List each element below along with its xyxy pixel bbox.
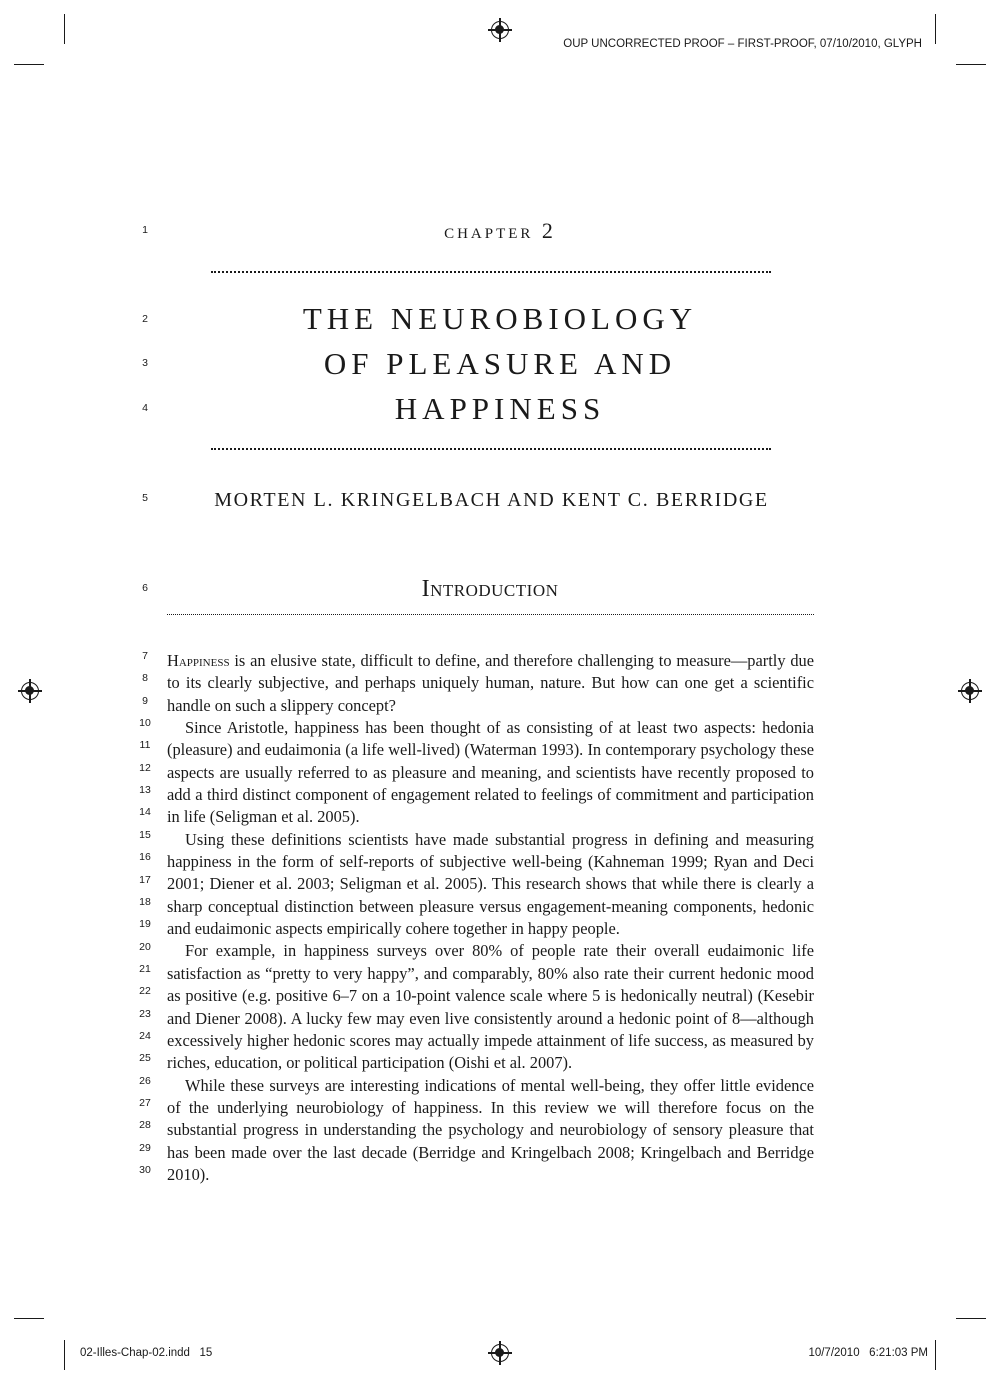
line-number: 17: [139, 873, 151, 886]
line-number: 22: [139, 985, 151, 998]
dotted-rule-bottom: [211, 448, 771, 450]
line-number: 12: [139, 761, 151, 774]
line-number: 2: [142, 313, 148, 325]
registration-mark-right-icon: [961, 682, 979, 700]
line-number: 14: [139, 806, 151, 819]
line-number: 24: [139, 1029, 151, 1042]
line-number: 4: [142, 402, 148, 414]
crop-mark-bottom-right-vertical: [935, 1340, 936, 1370]
dotted-rule-top: [211, 271, 771, 273]
crop-mark-top-right-vertical: [935, 14, 936, 44]
line-number: 18: [139, 895, 151, 908]
line-number: 23: [139, 1007, 151, 1020]
section-heading: Introduction: [421, 576, 559, 602]
paragraph: Using these definitions scientists have made substantial progress in defining and measuring happiness in the form of self-reports of subjective well-being (Kahneman 1999; Ryan and Deci 2001; Diener et al. 2003; Seligman et al. 2005). This research shows that while there is clearly a sharp conceptual distinction between pleasure versus engagement-meaning components, hedonic and eudaimonic aspects empirically cohere together in happy people.: [167, 829, 814, 939]
paragraph: Happiness is an elusive state, difficult to define, and therefore challenging to measure—partly due to its clearly subjective, and perhaps uniquely human, nature. But how can one get a scientific handle on such a slippery concept?: [167, 651, 814, 715]
line-number: 21: [139, 962, 151, 975]
line-number: 19: [139, 918, 151, 931]
chapter-title: [0, 296, 1000, 431]
line-number: 15: [139, 828, 151, 841]
paragraph: For example, in happiness surveys over 80% of people rate their overall eudaimonic life satisfaction as “pretty to very happy”, and comparably, 80% also rate their current hedonic mood as positive (e.g. positive 6–7 on a 10-point valence scale where 5 is hedonically neutral) (Kesebir and Diener 2008). A lucky few may even live consistently around a hedonic point of 8—although excessively higher hedonic scores may actually impede attainment of life success, as measured by riches, education, or political participation (Oishi et al. 2007).: [167, 941, 814, 1073]
crop-mark-bottom-left-horizontal: [14, 1318, 44, 1319]
line-number: 20: [139, 940, 151, 953]
line-number: 10: [139, 717, 151, 730]
registration-mark-left-icon: [21, 682, 39, 700]
line-number: 28: [139, 1119, 151, 1132]
line-number: 30: [139, 1164, 151, 1177]
line-number: 27: [139, 1097, 151, 1109]
line-number: 3: [142, 357, 148, 369]
footer-date-info: 10/7/2010 6:21:03 PM: [808, 1347, 928, 1359]
line-number: 5: [142, 492, 148, 504]
registration-mark-top-icon: [491, 21, 509, 39]
crop-mark-top-left-vertical: [64, 14, 65, 44]
line-number: 6: [142, 582, 148, 594]
line-number: 8: [142, 672, 148, 685]
dotted-rule-section: [167, 614, 814, 615]
author-names: MORTEN L. KRINGELBACH AND KENT C. BERRIDGE: [214, 489, 769, 511]
crop-mark-top-right-horizontal: [956, 64, 986, 65]
crop-mark-bottom-right-horizontal: [956, 1318, 986, 1319]
line-number: 25: [139, 1052, 151, 1065]
title-line: THE NEUROBIOLOGY: [302, 301, 698, 336]
line-number: 16: [139, 851, 151, 864]
paragraph: Since Aristotle, happiness has been thought of as consisting of at least two aspects: hedonia (pleasure) and eudaimonia (a life well-lived) (Waterman 1993). In contemporary psychology these aspects are usually referred to as pleasure and meaning, and scientists have recently proposed to add a third distinct component of engagement related to feelings of commitment and participation in life (Seligman et al. 2005).: [167, 718, 814, 827]
line-number: 29: [139, 1141, 151, 1154]
crop-mark-top-left-horizontal: [14, 64, 44, 65]
line-number: 13: [139, 784, 151, 797]
line-number: 11: [139, 739, 151, 752]
title-line: HAPPINESS: [394, 391, 606, 426]
line-number: 1: [142, 224, 148, 236]
title-line: OF PLEASURE AND: [323, 346, 677, 381]
registration-mark-bottom-icon: [491, 1344, 509, 1362]
paragraph: While these surveys are interesting indications of mental well-being, they offer little evidence of the underlying neurobiology of happiness. In this review we will therefore focus on the substantial progress in understanding the psychology and neurobiology of sensory pleasure that has been made over the last decade (Berridge and Kringelbach 2008; Kringelbach and Berridge 2010).: [167, 1075, 814, 1184]
footer-file-info: 02-Illes-Chap-02.indd 15: [80, 1347, 213, 1359]
paragraph-lead-in: Happiness: [167, 651, 230, 670]
chapter-label: chapter 2: [444, 218, 556, 243]
crop-mark-bottom-left-vertical: [64, 1340, 65, 1370]
body-text: [167, 650, 814, 1186]
line-number: 7: [142, 650, 148, 662]
line-number: 26: [139, 1074, 151, 1087]
proof-header: OUP UNCORRECTED PROOF – FIRST-PROOF, 07/10/2010, GLYPH: [563, 38, 922, 50]
line-number: 9: [142, 694, 148, 707]
